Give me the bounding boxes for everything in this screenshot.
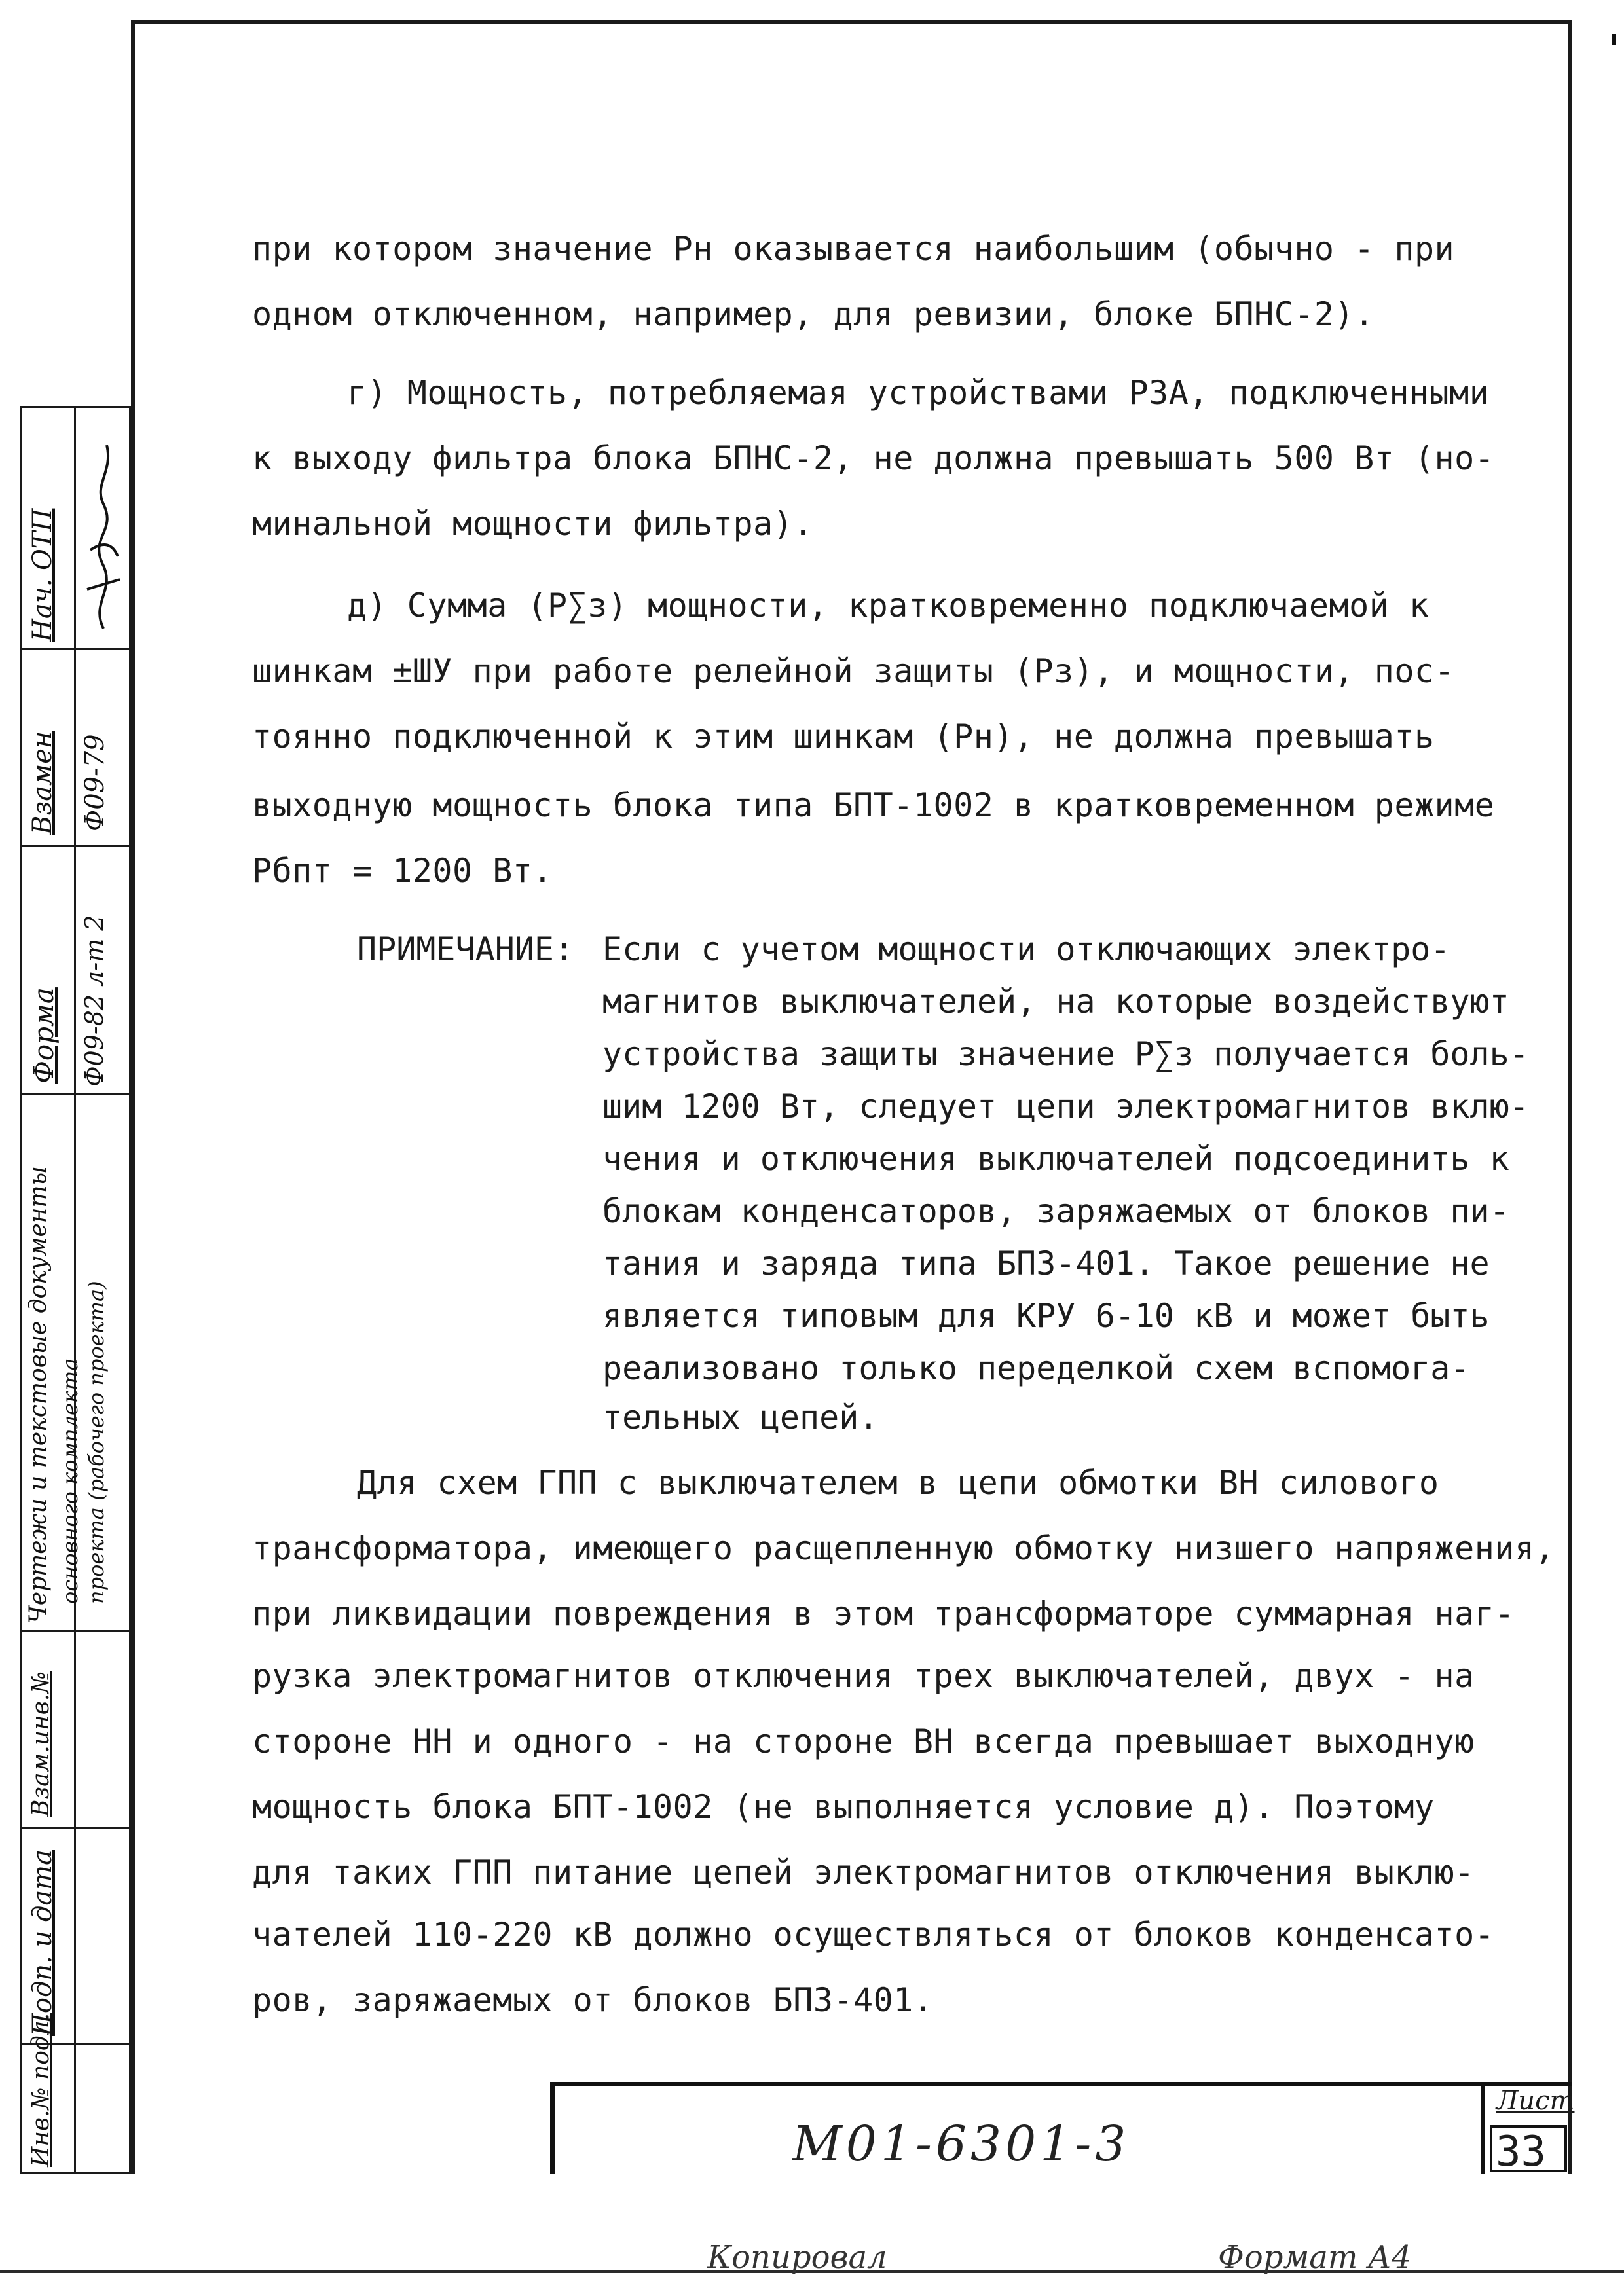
stamp-label-podp-data: Подп. и дата bbox=[28, 1850, 58, 2036]
note-line: чения и отключения выключателей подсоединить к bbox=[602, 1140, 1509, 1178]
note-line: тания и заряда типа БПЗ-401. Такое решение не bbox=[602, 1245, 1490, 1283]
text-line: чателей 110-220 кВ должно осуществляться от блоков конденсато- bbox=[252, 1916, 1495, 1954]
note-line: реализовано только переделкой схем вспомога- bbox=[602, 1349, 1470, 1387]
text-line: рузка электромагнитов отключения трех выключателей, двух - на bbox=[252, 1657, 1475, 1695]
text-line: к выходу фильтра блока БПНС-2, не должна превышать 500 Вт (но- bbox=[252, 439, 1495, 477]
text-line: при котором значение Pн оказывается наибольшим (обычно - при bbox=[252, 230, 1455, 268]
stamp-docs-line1: Чертежи и текстовые документы bbox=[25, 1166, 52, 1624]
note-line: устройства защиты значение P∑з получается боль- bbox=[602, 1035, 1529, 1073]
text-line: Для схем ГПП с выключателем в цепи обмотки ВН силового bbox=[357, 1464, 1439, 1502]
text-line: выходную мощность блока типа БПТ-1002 в кратковременном режиме bbox=[252, 786, 1495, 824]
text-line: Pбпт = 1200 Вт. bbox=[252, 852, 553, 890]
note-line: Если с учетом мощности отключающих электро- bbox=[602, 930, 1450, 968]
text-line: ров, заряжаемых от блоков БПЗ-401. bbox=[252, 1981, 934, 2019]
stamp-docs-line3: проекта (рабочего проекта) bbox=[84, 1281, 109, 1604]
stamp-label-forma: Форма bbox=[28, 987, 60, 1084]
note-line: магнитов выключателей, на которые воздействуют bbox=[602, 983, 1509, 1021]
note-line: является типовым для КРУ 6-10 кВ и может быть bbox=[602, 1297, 1490, 1335]
note-line: блокам конденсаторов, заряжаемых от блоков пи- bbox=[602, 1192, 1509, 1230]
text-line: г) Мощность, потребляемая устройствами РЗА, подключенными bbox=[347, 374, 1490, 412]
text-line: мощность блока БПТ-1002 (не выполняется условие д). Поэтому bbox=[252, 1788, 1435, 1826]
note-line: тельных цепей. bbox=[602, 1398, 879, 1436]
text-line: трансформатора, имеющего расщепленную обмотку низшего напряжения, bbox=[252, 1529, 1555, 1567]
footer-copied-label: Копировал bbox=[707, 2239, 887, 2276]
stamp-label-inv-podl: Инв.№ подл. bbox=[28, 2013, 54, 2167]
text-line: стороне НН и одного - на стороне ВН всегда превышает выходную bbox=[252, 1722, 1475, 1760]
stamp-label-vzamen: Взамен bbox=[28, 731, 58, 835]
text-line: одном отключенном, например, для ревизии, блоке БПНС-2). bbox=[252, 295, 1375, 333]
stamp-docs-line2: основного комплекта bbox=[58, 1358, 83, 1604]
text-line: для таких ГПП питание цепей электромагнитов отключения выклю- bbox=[252, 1853, 1475, 1891]
text-line: д) Сумма (P∑з) мощности, кратковременно подключаемой к bbox=[347, 587, 1430, 625]
text-line: минальной мощности фильтра). bbox=[252, 505, 813, 543]
sheet-number: 33 bbox=[1496, 2128, 1547, 2176]
stamp-value-vzamen: Ф09-79 bbox=[80, 734, 110, 831]
stamp-value-forma: Ф09-82 л-т 2 bbox=[80, 915, 109, 1087]
text-line: при ликвидации повреждения в этом трансформаторе суммарная наг- bbox=[252, 1595, 1515, 1633]
sheet-label: Лист bbox=[1496, 2086, 1575, 2116]
stamp-label-nach-otp: Нач. ОТП bbox=[28, 508, 58, 642]
document-code: М01-6301-3 bbox=[792, 2116, 1130, 2172]
note-line: шим 1200 Вт, следует цепи электромагнитов вклю- bbox=[602, 1087, 1529, 1125]
text-line: шинкам ±ШУ при работе релейной защиты (Рз), и мощности, пос- bbox=[252, 652, 1455, 690]
stamp-label-vzam-inv: Взам.инв.№ bbox=[28, 1671, 54, 1817]
note-label: ПРИМЕЧАНИЕ: bbox=[357, 930, 574, 968]
edge-mark bbox=[1612, 34, 1616, 45]
signature-mark bbox=[77, 419, 128, 635]
footer-format-label: Формат А4 bbox=[1218, 2239, 1412, 2276]
text-line: тоянно подключенной к этим шинкам (Pн), не должна превышать bbox=[252, 718, 1435, 756]
